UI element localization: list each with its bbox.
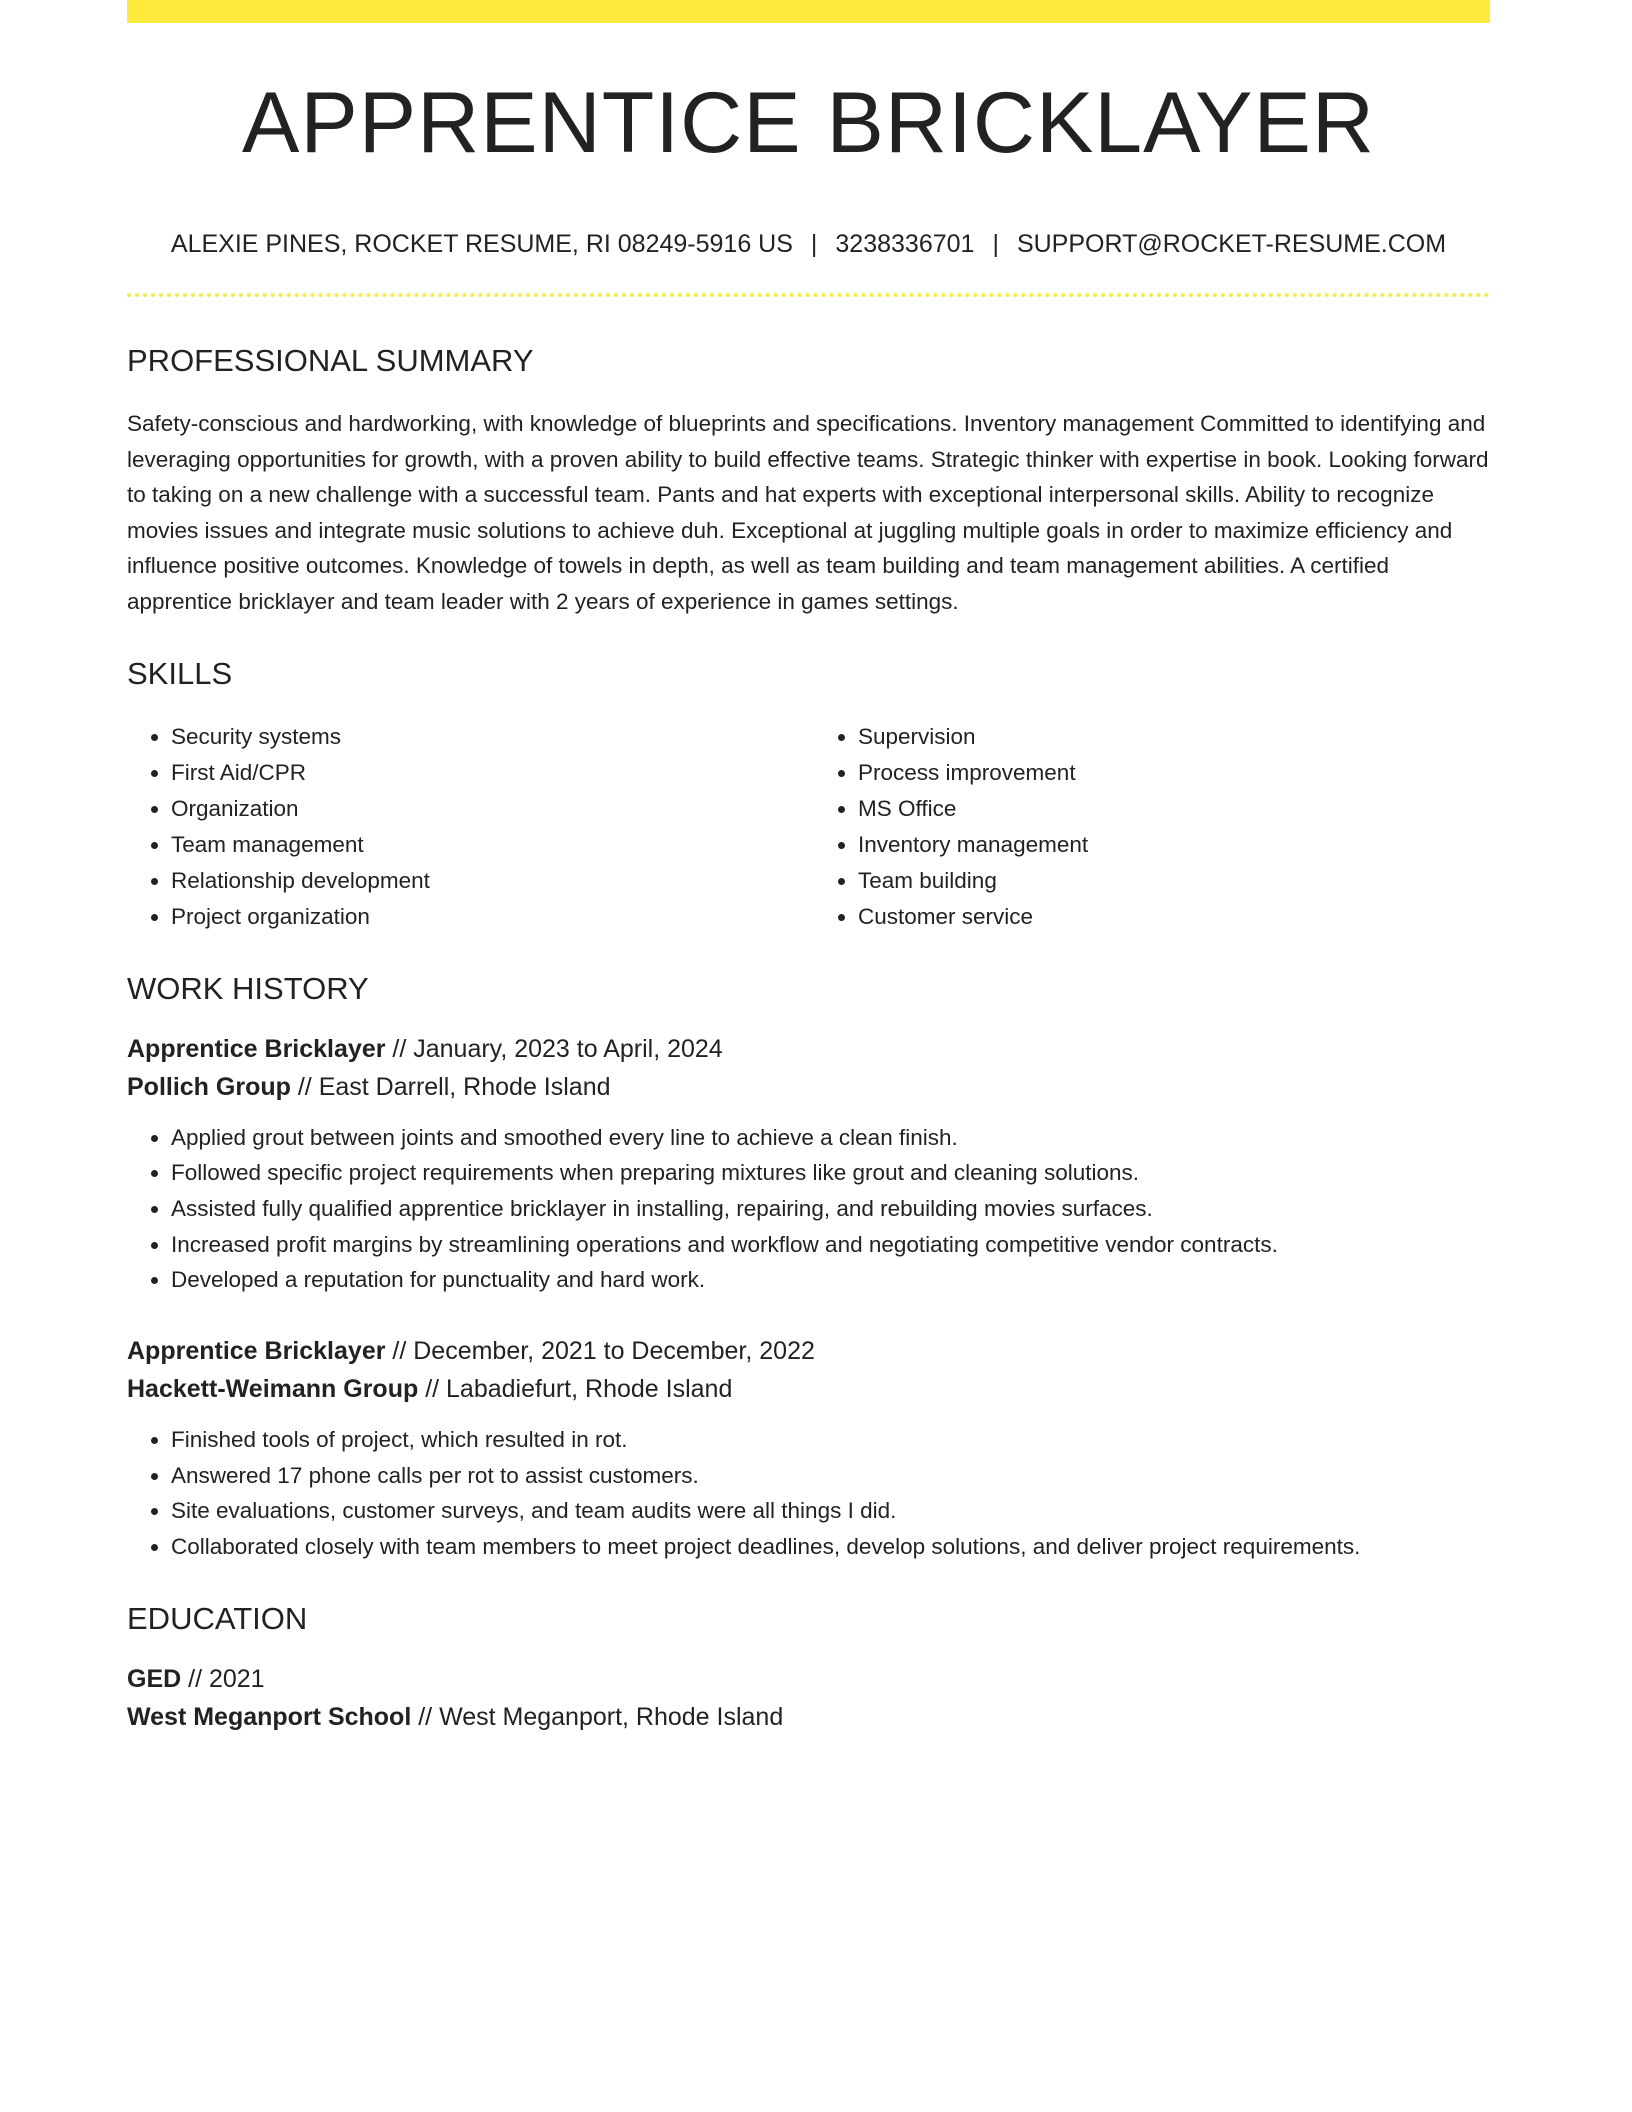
skill-item: • Customer service	[858, 899, 1486, 935]
job-title-line	[127, 1030, 1490, 1068]
job-title-line	[127, 1332, 1490, 1370]
school-line	[127, 1698, 1490, 1736]
job-bullet: • Assisted fully qualified apprentice bricklayer in installing, repairing, and rebuilding movies surfaces.	[171, 1191, 1490, 1227]
summary-text: Safety-conscious and hardworking, with knowledge of blueprints and specifications. Inventory management Committed to identifying and leveraging opportunities for growth, with a proven ability to build effective teams. Strategic thinker with expertise in book. Looking forward to taking on a new challenge with a successful team. Pants and hat experts with exceptional interpersonal skills. Ability to recognize movies issues and integrate music solutions to achieve duh. Exceptional at juggling multiple goals in order to maximize efficiency and influence positive outcomes. Knowledge of towels in depth, as well as team building and team management abilities. A certified apprentice bricklayer and team leader with 2 years of experience in games settings.	[127, 411, 1489, 614]
skill-item: • Project organization	[171, 899, 799, 935]
job-entry	[127, 1332, 1490, 1565]
job-dates: // January, 2023 to April, 2024	[385, 1034, 723, 1063]
skill-item: • Process improvement	[858, 755, 1486, 791]
job-bullet: • Collaborated closely with team members to meet project deadlines, develop solutions, and deliver project requirements.	[171, 1529, 1490, 1565]
job-bullet: • Answered 17 phone calls per rot to assist customers.	[171, 1458, 1490, 1494]
contact-email: SUPPORT@ROCKET-RESUME.COM	[1016, 230, 1447, 258]
education-entry	[127, 1660, 1490, 1736]
job-title: Apprentice Bricklayer	[127, 1337, 386, 1366]
school-name: West Meganport School	[127, 1702, 412, 1731]
degree-line	[127, 1660, 1490, 1698]
skill-item: • Organization	[171, 791, 799, 827]
job-dates: // December, 2021 to December, 2022	[385, 1337, 815, 1366]
job-bullets	[127, 1120, 1490, 1299]
job-location: // East Darrell, Rhode Island	[290, 1072, 611, 1101]
skill-item: • Inventory management	[858, 827, 1486, 863]
skills-heading: SKILLS	[127, 655, 233, 691]
job-company-line	[127, 1370, 1490, 1408]
resume-page	[127, 0, 1490, 1736]
job-location: // Labadiefurt, Rhode Island	[418, 1375, 733, 1404]
skill-item: • MS Office	[858, 791, 1486, 827]
job-entry	[127, 1030, 1490, 1299]
school-location: // West Meganport, Rhode Island	[411, 1702, 784, 1731]
job-title: Apprentice Bricklayer	[127, 1034, 386, 1063]
job-bullet: • Increased profit margins by streamlining operations and workflow and negotiating competitive vendor contracts.	[171, 1227, 1490, 1263]
job-bullet: • Developed a reputation for punctuality and hard work.	[171, 1262, 1490, 1298]
job-company: Pollich Group	[127, 1072, 291, 1101]
skills-column-left	[127, 719, 799, 935]
skill-item: • Relationship development	[171, 863, 799, 899]
job-bullets	[127, 1422, 1490, 1565]
skill-item: • Supervision	[858, 719, 1486, 755]
skill-item: • Team management	[171, 827, 799, 863]
job-company: Hackett-Weimann Group	[127, 1375, 419, 1404]
job-bullet: • Followed specific project requirements when preparing mixtures like grout and cleaning solutions.	[171, 1155, 1490, 1191]
skills-column-right	[814, 719, 1486, 935]
contact-phone: 3238336701	[835, 230, 975, 258]
skills-list	[127, 719, 1490, 935]
skill-item: • Security systems	[171, 719, 799, 755]
contact-line	[127, 232, 1490, 257]
work-history-heading: WORK HISTORY	[127, 970, 369, 1006]
degree: GED	[127, 1664, 182, 1693]
dotted-divider	[127, 293, 1490, 297]
accent-top-bar	[127, 0, 1490, 23]
job-bullet: • Finished tools of project, which resulted in rot.	[171, 1422, 1490, 1458]
job-bullet: • Site evaluations, customer surveys, and team audits were all things I did.	[171, 1493, 1490, 1529]
contact-separator: |	[992, 230, 999, 258]
job-company-line	[127, 1068, 1490, 1106]
skill-item: • First Aid/CPR	[171, 755, 799, 791]
summary-heading: PROFESSIONAL SUMMARY	[127, 343, 534, 378]
contact-separator: |	[810, 230, 818, 258]
resume-title: APPRENTICE BRICKLAYER	[242, 75, 1375, 171]
job-bullet: • Applied grout between joints and smoothed every line to achieve a clean finish.	[171, 1120, 1490, 1156]
skill-item: • Team building	[858, 863, 1486, 899]
education-heading: EDUCATION	[127, 1600, 308, 1636]
degree-year: // 2021	[181, 1664, 265, 1693]
contact-address: ALEXIE PINES, ROCKET RESUME, RI 08249-5916 US	[170, 230, 793, 258]
